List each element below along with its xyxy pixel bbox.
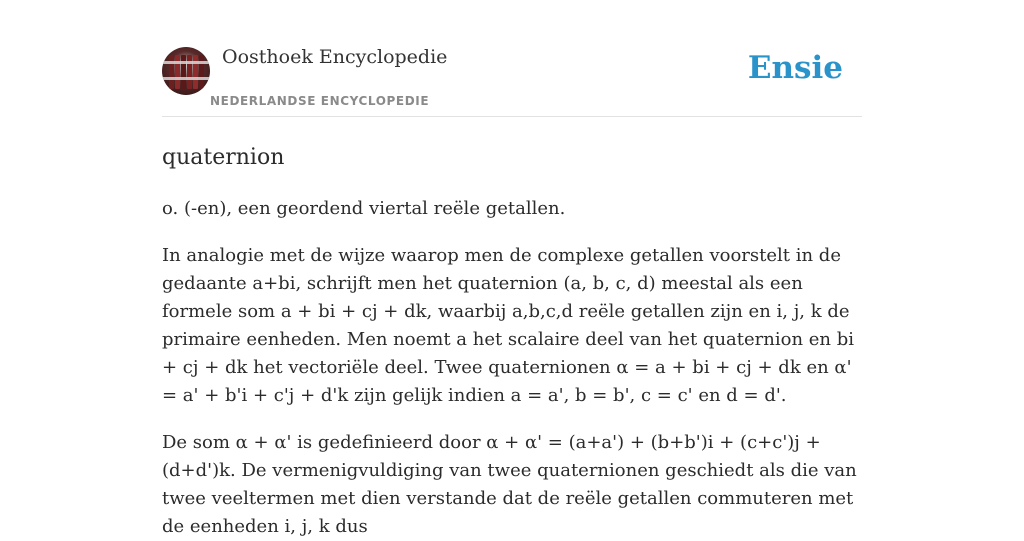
encyclopedia-logo[interactable] xyxy=(162,47,210,95)
article-body xyxy=(162,195,862,541)
book-band-icon xyxy=(162,61,210,64)
article-paragraph: In analogie met de wijze waarop men de complexe getallen voorstelt in de gedaante a+bi, schrijft men het quaternion (a, b, c, d) meestal als een formele som a + bi + cj + dk, waarbij a,b,c,d reële getallen zijn en i, j, k de primaire eenheden. Men noemt a het scalaire deel van het quaternion en bi + cj + dk het vectoriële deel. Twee quaternionen α = a + bi + cj + dk en α' = a' + b'i + c'j + d'k zijn gelijk indien a = a', b = b', c = c' en d = d'. xyxy=(162,245,855,406)
brand-logo-link[interactable]: Ensie xyxy=(747,50,843,86)
book-band-icon xyxy=(162,77,210,80)
page xyxy=(162,0,862,541)
article-paragraph: De som α + α' is gedefinieerd door α + α' = (a+a') + (b+b')i + (c+c')j + (d+d')k. De vermenigvuldiging van twee quaternionen geschiedt als die van twee veeltermen met dien verstande dat de reële getallen commuteren met de eenheden i, j, k dus xyxy=(162,432,857,537)
article-title: quaternion xyxy=(162,145,285,170)
article-paragraph: o. (-en), een geordend viertal reële getallen. xyxy=(162,198,566,219)
site-name[interactable]: Oosthoek Encyclopedie xyxy=(222,46,448,68)
site-header xyxy=(162,0,862,117)
site-subtitle: NEDERLANDSE ENCYCLOPEDIE xyxy=(210,94,430,108)
